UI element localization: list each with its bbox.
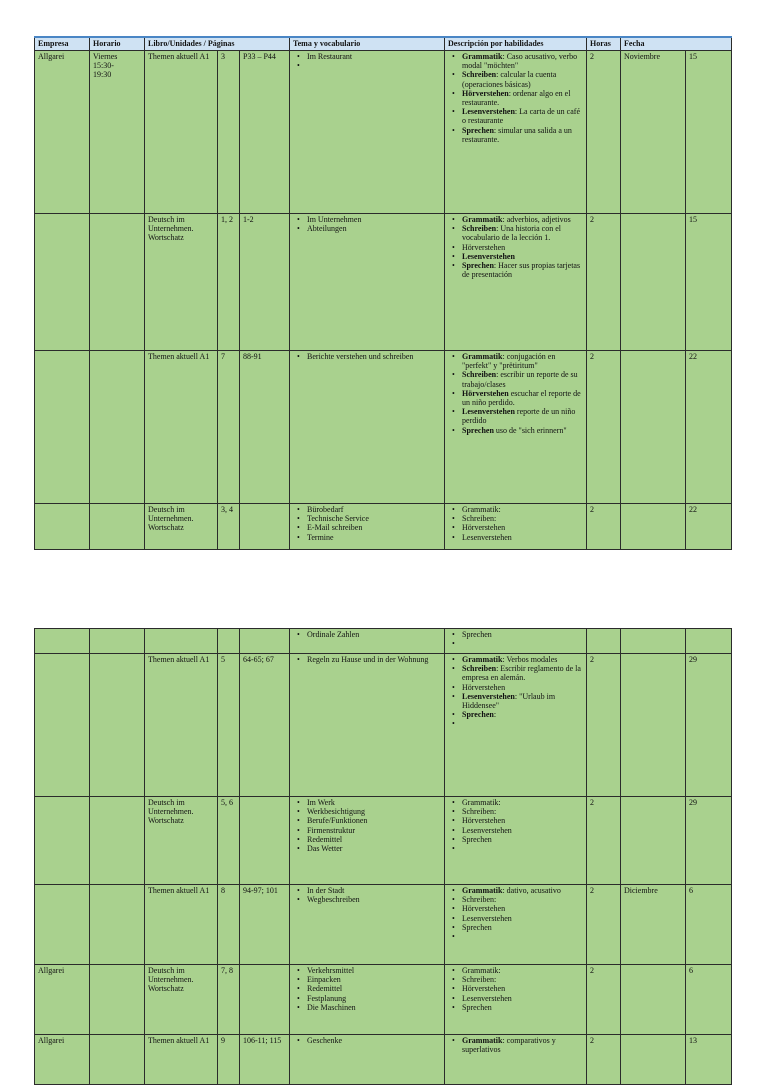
skill-name: Grammatik <box>462 352 503 361</box>
tema-list <box>293 52 441 70</box>
cell-descripcion <box>445 1035 587 1085</box>
cell-tema <box>290 654 445 797</box>
tema-item: • In der Stadt <box>307 886 441 895</box>
skill-detail: Sprechen <box>462 922 492 932</box>
cell-mes <box>621 214 686 351</box>
descripcion-item <box>462 107 583 125</box>
descripcion-item <box>462 994 583 1003</box>
header-libro: Libro/Unidades / Páginas <box>145 37 290 51</box>
cell-horario <box>90 629 145 654</box>
cell-mes: Diciembre <box>621 885 686 965</box>
tema-item: • Abteilungen <box>307 224 441 233</box>
cell-dia: 22 <box>686 351 732 504</box>
descripcion-list <box>448 655 583 728</box>
tema-item: • Redemittel <box>307 984 441 993</box>
tema-list <box>293 215 441 233</box>
cell-empresa <box>35 504 90 550</box>
schedule-table-continued <box>34 628 732 1085</box>
descripcion-item <box>462 89 583 107</box>
tema-item: • Berufe/Funktionen <box>307 816 441 825</box>
cell-paginas: 88-91 <box>240 351 290 504</box>
descripcion-item <box>462 252 583 261</box>
skill-detail: : Una historia con el vocabulario de la lección 1. <box>462 224 561 243</box>
skill-detail: Hörverstehen <box>462 904 506 914</box>
descripcion-item <box>462 816 583 825</box>
descripcion-item <box>462 719 583 728</box>
tema-list <box>293 655 441 664</box>
descripcion-list <box>448 215 583 279</box>
table-row <box>35 351 732 504</box>
descripcion-item <box>462 352 583 370</box>
schedule-table <box>34 36 732 550</box>
tema-item: • Einpacken <box>307 975 441 984</box>
cell-mes <box>621 351 686 504</box>
descripcion-item <box>462 844 583 853</box>
skill-name: Sprechen <box>462 710 494 720</box>
tema-item: • E-Mail schreiben <box>307 523 441 532</box>
header-horas: Horas <box>587 37 621 51</box>
tema-item <box>307 61 441 70</box>
header-fecha: Fecha <box>621 37 732 51</box>
descripcion-item <box>462 975 583 984</box>
descripcion-item <box>462 389 583 407</box>
cell-horas: 2 <box>587 654 621 797</box>
descripcion-item <box>462 426 583 435</box>
skill-detail: : comparativos y superlativos <box>462 1036 556 1055</box>
descripcion-item <box>462 407 583 425</box>
skill-detail: Lesenverstehen <box>462 913 512 923</box>
descripcion-item <box>462 886 583 895</box>
cell-tema <box>290 797 445 885</box>
tema-list <box>293 505 441 542</box>
descripcion-list <box>448 352 583 435</box>
descripcion-item <box>462 370 583 388</box>
skill-detail: : Verbos modales <box>502 655 558 664</box>
skill-detail: : simular una salida a un restaurante. <box>462 125 572 144</box>
cell-descripcion <box>445 504 587 550</box>
cell-horario <box>90 51 145 214</box>
cell-mes <box>621 504 686 550</box>
cell-unidad <box>218 629 240 654</box>
descripcion-item <box>462 523 583 532</box>
cell-horas <box>587 629 621 654</box>
descripcion-item <box>462 692 583 710</box>
tema-item: • Im Unternehmen <box>307 215 441 224</box>
descripcion-item <box>462 966 583 975</box>
tema-item: • Redemittel <box>307 835 441 844</box>
descripcion-item <box>462 914 583 923</box>
table-row <box>35 797 732 885</box>
cell-unidad: 5, 6 <box>218 797 240 885</box>
horario-line: 19:30 <box>93 70 112 80</box>
cell-libro: Themen aktuell A1 <box>145 51 218 214</box>
skill-name: Lesenverstehen <box>462 251 515 261</box>
skill-detail: : adverbios, adjetivos <box>502 215 571 224</box>
cell-tema <box>290 629 445 654</box>
header-horario: Horario <box>90 37 145 51</box>
cell-horas: 2 <box>587 351 621 504</box>
skill-detail: Hörverstehen <box>462 682 506 692</box>
cell-dia <box>686 629 732 654</box>
cell-empresa <box>35 629 90 654</box>
descripcion-item <box>462 895 583 904</box>
skill-detail: Grammatik: <box>462 798 501 807</box>
cell-unidad: 7 <box>218 351 240 504</box>
cell-paginas <box>240 504 290 550</box>
skill-detail: : <box>493 710 497 720</box>
cell-horario <box>90 214 145 351</box>
cell-unidad: 3, 4 <box>218 504 240 550</box>
table-body-page-2 <box>35 629 732 1085</box>
cell-horario <box>90 504 145 550</box>
cell-libro: Deutsch im Unternehmen. Wortschatz <box>145 797 218 885</box>
cell-paginas: 64-65; 67 <box>240 654 290 797</box>
cell-libro: Deutsch im Unternehmen. Wortschatz <box>145 214 218 351</box>
cell-paginas: 94-97; 101 <box>240 885 290 965</box>
header-tema: Tema y vocabulario <box>290 37 445 51</box>
cell-libro: Themen aktuell A1 <box>145 1035 218 1085</box>
cell-empresa <box>35 885 90 965</box>
tema-item: • Firmenstruktur <box>307 826 441 835</box>
cell-dia: 29 <box>686 654 732 797</box>
descripcion-list <box>448 1036 583 1054</box>
cell-paginas: 1-2 <box>240 214 290 351</box>
skill-name: Sprechen <box>462 125 494 135</box>
cell-horario <box>90 797 145 885</box>
descripcion-item <box>462 683 583 692</box>
skill-detail: Hörverstehen <box>462 816 506 826</box>
cell-paginas: P33 – P44 <box>240 51 290 214</box>
descripcion-item <box>462 70 583 88</box>
tema-item: • Die Maschinen <box>307 1003 441 1012</box>
horario-line: 15:30- <box>93 61 114 71</box>
skill-detail: : La carta de un café o restaurante <box>462 107 580 126</box>
skill-detail: : conjugación en "perfekt" y "prëtiritum" <box>462 352 556 371</box>
cell-horario <box>90 351 145 504</box>
table-row <box>35 51 732 214</box>
table-row <box>35 629 732 654</box>
cell-empresa <box>35 351 90 504</box>
skill-detail: Hörverstehen <box>462 523 506 533</box>
cell-descripcion <box>445 214 587 351</box>
cell-horas: 2 <box>587 504 621 550</box>
skill-detail: Hörverstehen <box>462 242 506 252</box>
descripcion-item <box>462 126 583 144</box>
descripcion-item <box>462 984 583 993</box>
skill-name: Schreiben <box>462 70 497 80</box>
skill-name: Lesenverstehen <box>462 407 515 417</box>
descripcion-item <box>462 807 583 816</box>
tema-list <box>293 1036 441 1045</box>
descripcion-item <box>462 52 583 70</box>
descripcion-item <box>462 224 583 242</box>
cell-mes <box>621 965 686 1035</box>
cell-unidad: 1, 2 <box>218 214 240 351</box>
tema-item: • Festplanung <box>307 994 441 1003</box>
skill-name: Grammatik <box>462 215 503 224</box>
cell-descripcion <box>445 351 587 504</box>
descripcion-item <box>462 1036 583 1054</box>
cell-horas: 2 <box>587 885 621 965</box>
skill-detail: Schreiben: <box>462 895 497 905</box>
skill-name: Grammatik <box>462 886 503 895</box>
cell-paginas <box>240 629 290 654</box>
table-row <box>35 885 732 965</box>
cell-tema <box>290 51 445 214</box>
table-header-row <box>35 37 732 51</box>
cell-horas: 2 <box>587 797 621 885</box>
tema-item: • Bürobedarf <box>307 505 441 514</box>
cell-tema <box>290 351 445 504</box>
cell-mes: Noviembre <box>621 51 686 214</box>
descripcion-item <box>462 1003 583 1012</box>
cell-horario <box>90 1035 145 1085</box>
descripcion-item <box>462 533 583 542</box>
skill-detail: Grammatik: <box>462 505 501 514</box>
cell-horas: 2 <box>587 51 621 214</box>
skill-name: Lesenverstehen <box>462 691 515 701</box>
skill-detail: : dativo, acusativo <box>502 886 561 895</box>
descripcion-item <box>462 835 583 844</box>
cell-libro: Themen aktuell A1 <box>145 654 218 797</box>
schedule-table-page-2 <box>34 628 731 1055</box>
skill-name: Hörverstehen <box>462 388 509 398</box>
skill-detail: escuchar el reporte de un niño perdido. <box>462 388 581 408</box>
cell-empresa <box>35 214 90 351</box>
cell-libro: Deutsch im Unternehmen. Wortschatz <box>145 504 218 550</box>
skill-detail: Hörverstehen <box>462 984 506 994</box>
cell-mes <box>621 654 686 797</box>
cell-empresa: Allgarei <box>35 51 90 214</box>
tema-item: • Im Werk <box>307 798 441 807</box>
descripcion-list <box>448 798 583 853</box>
descripcion-item <box>462 514 583 523</box>
skill-name: Grammatik <box>462 655 503 664</box>
cell-dia: 29 <box>686 797 732 885</box>
cell-horario <box>90 654 145 797</box>
skill-name: Schreiben <box>462 224 497 234</box>
skill-detail: Lesenverstehen <box>462 825 512 835</box>
descripcion-item <box>462 505 583 514</box>
tema-list <box>293 630 441 639</box>
header-empresa: Empresa <box>35 37 90 51</box>
skill-detail: : calcular la cuenta (operaciones básicas) <box>462 70 557 89</box>
skill-detail: : Caso acusativo, verbo modal "möchten" <box>462 52 578 71</box>
cell-horario <box>90 885 145 965</box>
cell-dia: 13 <box>686 1035 732 1085</box>
cell-mes <box>621 629 686 654</box>
cell-mes <box>621 797 686 885</box>
cell-libro: Themen aktuell A1 <box>145 351 218 504</box>
cell-descripcion <box>445 629 587 654</box>
descripcion-item <box>462 798 583 807</box>
descripcion-list <box>448 52 583 144</box>
cell-empresa <box>35 797 90 885</box>
cell-unidad: 8 <box>218 885 240 965</box>
descripcion-item <box>462 932 583 941</box>
table-row <box>35 1035 732 1085</box>
cell-tema <box>290 1035 445 1085</box>
descripcion-item <box>462 710 583 719</box>
cell-horas: 2 <box>587 965 621 1035</box>
descripcion-item <box>462 243 583 252</box>
tema-item: • Verkehrsmittel <box>307 966 441 975</box>
descripcion-item <box>462 639 583 648</box>
descripcion-item <box>462 655 583 664</box>
skill-name: Hörverstehen <box>462 88 509 98</box>
tema-item: • Termine <box>307 533 441 542</box>
cell-tema <box>290 965 445 1035</box>
cell-paginas: 106-11; 115 <box>240 1035 290 1085</box>
skill-detail: Lesenverstehen <box>462 532 512 542</box>
cell-dia: 15 <box>686 51 732 214</box>
skill-name: Sprechen <box>462 261 494 271</box>
table-row <box>35 214 732 351</box>
tema-list <box>293 798 441 853</box>
tema-list <box>293 352 441 361</box>
descripcion-item <box>462 826 583 835</box>
skill-name: Schreiben <box>462 664 497 674</box>
cell-dia: 6 <box>686 965 732 1035</box>
cell-unidad: 9 <box>218 1035 240 1085</box>
tema-item: • Werkbesichtigung <box>307 807 441 816</box>
cell-empresa: Allgarei <box>35 1035 90 1085</box>
horario-line: Viernes <box>93 52 118 61</box>
skill-detail: : Hacer sus propias tarjetas de presentación <box>462 261 581 280</box>
cell-unidad: 5 <box>218 654 240 797</box>
cell-descripcion <box>445 885 587 965</box>
cell-horario <box>90 965 145 1035</box>
tema-item: • Ordinale Zahlen <box>307 630 441 639</box>
tema-item: • Geschenke <box>307 1036 441 1045</box>
descripcion-item <box>462 261 583 279</box>
cell-libro: Themen aktuell A1 <box>145 885 218 965</box>
cell-descripcion <box>445 654 587 797</box>
tema-list <box>293 966 441 1012</box>
tema-item: • Das Wetter <box>307 844 441 853</box>
skill-name: Grammatik <box>462 1036 503 1045</box>
skill-detail: Schreiben: <box>462 975 497 985</box>
cell-descripcion <box>445 797 587 885</box>
tema-item: • Im Restaurant <box>307 52 441 61</box>
cell-dia: 15 <box>686 214 732 351</box>
cell-tema <box>290 504 445 550</box>
cell-unidad: 7, 8 <box>218 965 240 1035</box>
cell-tema <box>290 214 445 351</box>
tema-item: • Regeln zu Hause und in der Wohnung <box>307 655 441 664</box>
skill-detail: Lesenverstehen <box>462 993 512 1003</box>
descripcion-list <box>448 886 583 941</box>
table-row <box>35 654 732 797</box>
descripcion-item <box>462 630 583 639</box>
cell-libro: Deutsch im Unternehmen. Wortschatz <box>145 965 218 1035</box>
descripcion-item <box>462 923 583 932</box>
skill-name: Schreiben <box>462 370 497 380</box>
cell-dia: 22 <box>686 504 732 550</box>
skill-detail: Grammatik: <box>462 966 501 975</box>
descripcion-list <box>448 505 583 542</box>
cell-horas: 2 <box>587 214 621 351</box>
skill-detail: Sprechen <box>462 630 492 639</box>
skill-detail: : ordenar algo en el restaurante. <box>462 88 571 108</box>
cell-tema <box>290 885 445 965</box>
tema-item: • Berichte verstehen und schreiben <box>307 352 441 361</box>
tema-item: • Technische Service <box>307 514 441 523</box>
cell-horas: 2 <box>587 1035 621 1085</box>
descripcion-list <box>448 966 583 1012</box>
skill-detail: : escribir un reporte de su trabajo/clases <box>462 370 578 389</box>
skill-name: Grammatik <box>462 52 503 61</box>
cell-mes <box>621 1035 686 1085</box>
tema-list <box>293 886 441 904</box>
skill-detail: uso de "sich erinnern" <box>493 425 567 435</box>
descripcion-item <box>462 904 583 913</box>
descripcion-item <box>462 215 583 224</box>
skill-detail: Schreiben: <box>462 807 497 817</box>
cell-dia: 6 <box>686 885 732 965</box>
table-row <box>35 965 732 1035</box>
skill-name: Lesenverstehen <box>462 107 515 117</box>
skill-name: Sprechen <box>462 425 494 435</box>
schedule-table-page-1 <box>34 36 731 548</box>
skill-detail: : "Urlaub im Hiddensee" <box>462 691 556 711</box>
cell-descripcion <box>445 965 587 1035</box>
skill-detail: Sprechen <box>462 1002 492 1012</box>
cell-libro <box>145 629 218 654</box>
cell-descripcion <box>445 51 587 214</box>
descripcion-item <box>462 664 583 682</box>
cell-unidad: 3 <box>218 51 240 214</box>
table-row <box>35 504 732 550</box>
skill-detail: Schreiben: <box>462 514 497 524</box>
cell-paginas <box>240 797 290 885</box>
skill-detail: : Escribir reglamento de la empresa en alemán. <box>462 664 581 683</box>
cell-empresa <box>35 654 90 797</box>
skill-detail: reporte de un niño perdido <box>462 407 576 426</box>
cell-empresa: Allgarei <box>35 965 90 1035</box>
header-descripcion: Descripción por habilidades <box>445 37 587 51</box>
table-body-page-1 <box>35 51 732 550</box>
skill-detail: Sprechen <box>462 834 492 844</box>
cell-paginas <box>240 965 290 1035</box>
descripcion-list <box>448 630 583 648</box>
tema-item: • Wegbeschreiben <box>307 895 441 904</box>
